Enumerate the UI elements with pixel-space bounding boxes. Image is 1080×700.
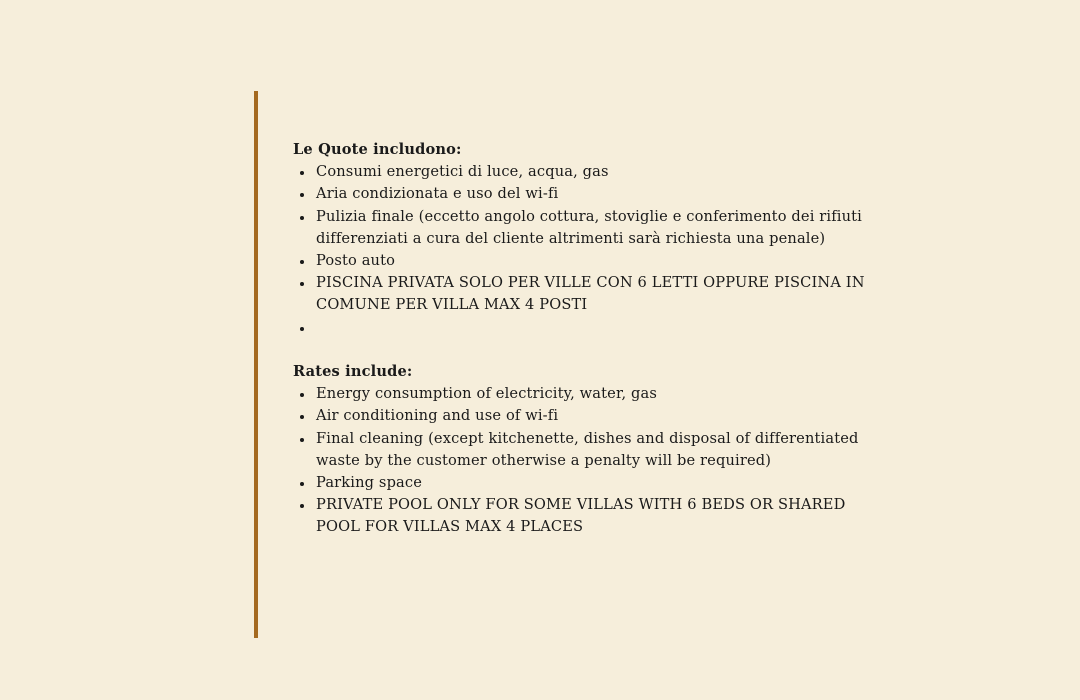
italian-inclusions-list (293, 161, 893, 339)
list-item: Energy consumption of electricity, water, gas (316, 383, 893, 405)
list-item: Pulizia finale (eccetto angolo cottura, stoviglie e conferimento dei rifiuti differenziati a cura del cliente altrimenti sarà richiesta una penale) (316, 206, 893, 250)
list-item: Posto auto (316, 250, 893, 272)
list-item: Air conditioning and use of wi-fi (316, 405, 893, 427)
list-item: Parking space (316, 472, 893, 494)
list-item: Final cleaning (except kitchenette, dishes and disposal of differentiated waste by the customer otherwise a penalty will be required) (316, 428, 893, 472)
accent-divider-bar (254, 91, 258, 638)
italian-section-title: Le Quote includono: (293, 141, 462, 158)
list-item: PRIVATE POOL ONLY FOR SOME VILLAS WITH 6 BEDS OR SHARED POOL FOR VILLAS MAX 4 PLACES (316, 494, 893, 538)
list-item: Aria condizionata e uso del wi-fi (316, 183, 893, 205)
english-section-title: Rates include: (293, 363, 413, 380)
list-item: Consumi energetici di luce, acqua, gas (316, 161, 893, 183)
rates-content (293, 139, 893, 539)
english-inclusions-list (293, 383, 893, 538)
empty-list-item (316, 317, 893, 339)
list-item: PISCINA PRIVATA SOLO PER VILLE CON 6 LETTI OPPURE PISCINA IN COMUNE PER VILLA MAX 4 POSTI (316, 272, 893, 316)
section-spacer (293, 339, 893, 361)
